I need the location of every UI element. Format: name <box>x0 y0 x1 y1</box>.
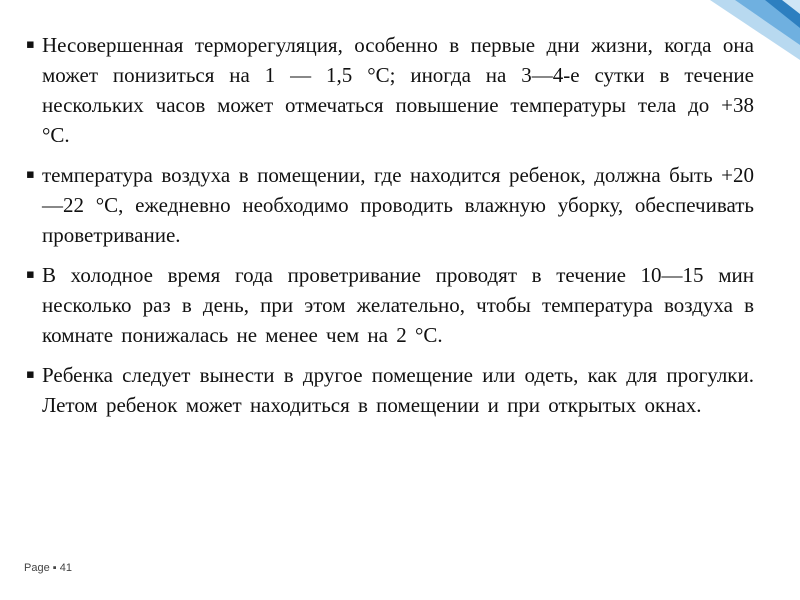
bullet-text: В холодное время года проветривание проводят в течение 10—15 мин несколько раз в день, при этом желательно, чтобы температура воздуха в комнате понижалась не менее чем на 2 °С. <box>42 263 754 347</box>
square-bullet-icon: ▪ <box>26 37 35 52</box>
bullet-item <box>24 260 754 350</box>
bullet-item <box>24 360 754 420</box>
page-number: Page ▪ 41 <box>24 562 72 574</box>
square-bullet-icon: ▪ <box>26 267 35 282</box>
bullet-item <box>24 160 754 250</box>
bullet-text: Несовершенная терморегуляция, особенно в первые дни жизни, когда она может понизиться на 1 — 1,5 °С; иногда на 3—4-е сутки в течение нескольких часов может отмечаться повышение температуры тела до +38 °С. <box>42 33 754 147</box>
bullet-text: температура воздуха в помещении, где находится ребенок, должна быть +20—22 °С, ежедневно необходимо проводить влажную уборку, обеспечивать проветривание. <box>42 163 754 247</box>
square-bullet-icon: ▪ <box>26 367 35 382</box>
bullet-item <box>24 30 754 150</box>
bullet-text: Ребенка следует вынести в другое помещение или одеть, как для прогулки. Летом ребенок может находиться в помещении и при открытых окнах. <box>42 363 754 417</box>
square-bullet-icon: ▪ <box>26 167 35 182</box>
bullet-list <box>24 30 754 430</box>
